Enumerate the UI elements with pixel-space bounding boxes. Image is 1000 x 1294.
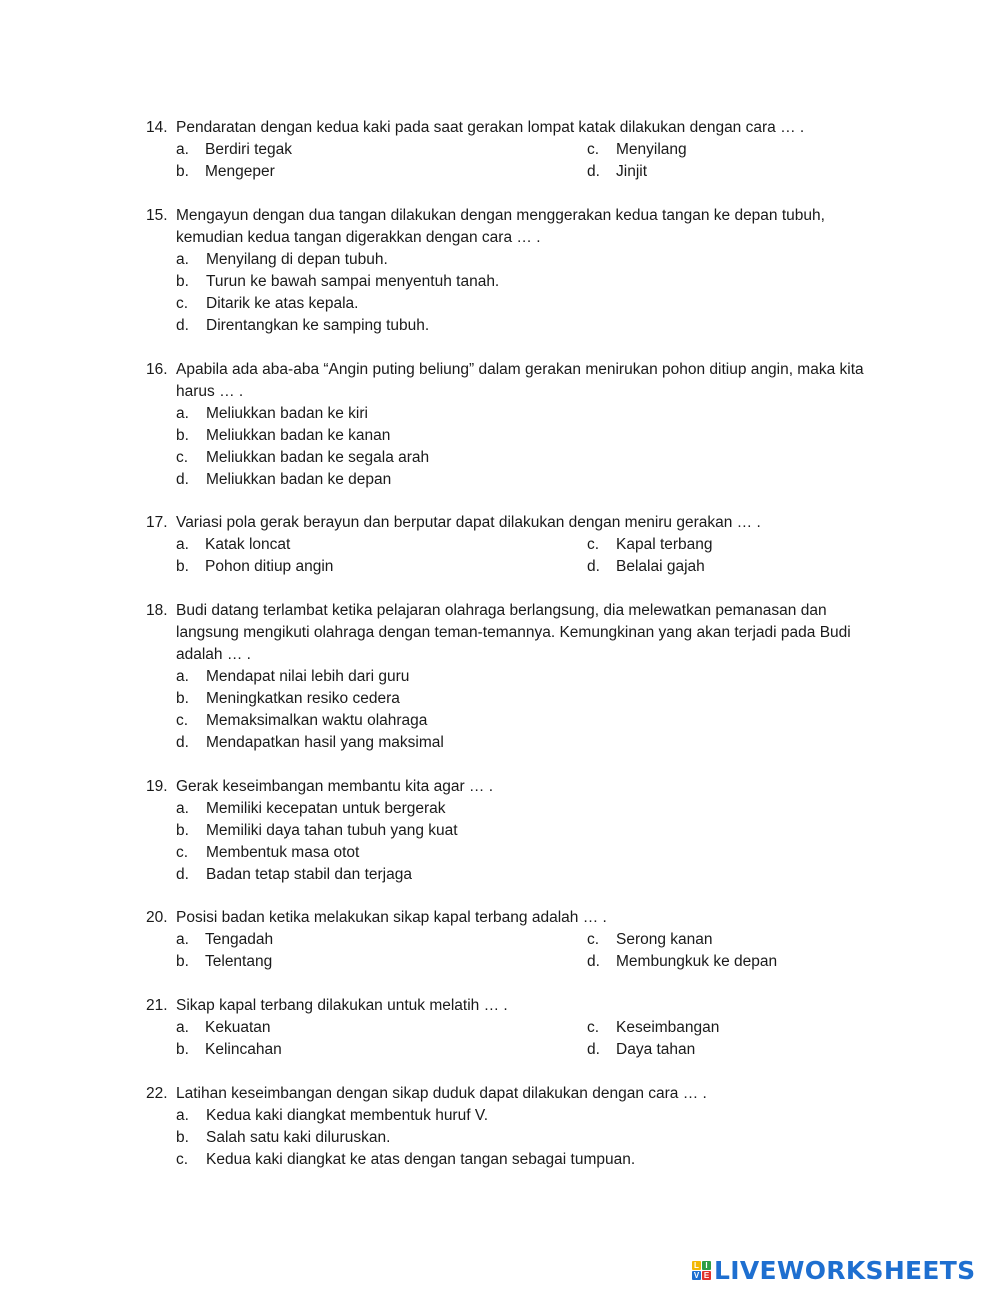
question-22 [146, 1083, 886, 1171]
option-d[interactable]: d. Membungkuk ke depan [587, 953, 778, 970]
option-d[interactable]: d. Badan tetap stabil dan terjaga [176, 866, 412, 883]
question-text: Gerak keseimbangan membantu kita agar … . [176, 778, 494, 795]
logo-text: LIVEWORKSHEETS [714, 1255, 976, 1285]
question-17 [146, 512, 886, 578]
option-b[interactable]: b. Memiliki daya tahan tubuh yang kuat [176, 822, 458, 839]
question-15 [146, 205, 886, 337]
option-d[interactable]: d. Daya tahan [587, 1041, 696, 1058]
question-number: 21. [146, 997, 168, 1014]
option-b[interactable]: b. Pohon ditiup angin [176, 558, 334, 575]
question-21 [146, 995, 886, 1061]
answer-options [176, 534, 886, 578]
option-a[interactable]: a. Meliukkan badan ke kiri [176, 405, 368, 422]
question-text: Variasi pola gerak berayun dan berputar dapat dilakukan dengan meniru gerakan … . [176, 514, 761, 531]
option-c[interactable]: c. Ditarik ke atas kepala. [176, 295, 359, 312]
question-number: 17. [146, 514, 168, 531]
question-text: Sikap kapal terbang dilakukan untuk melatih … . [176, 997, 508, 1014]
question-14 [146, 117, 886, 183]
option-c[interactable]: c. Keseimbangan [587, 1019, 720, 1036]
option-a[interactable]: a. Kedua kaki diangkat membentuk huruf V. [176, 1107, 489, 1124]
question-16 [146, 359, 886, 491]
option-d[interactable]: d. Belalai gajah [587, 558, 705, 575]
question-text: Posisi badan ketika melakukan sikap kapal terbang adalah … . [176, 909, 607, 926]
answer-options [176, 1017, 886, 1061]
question-text: Apabila ada aba-aba “Angin puting beliung” dalam gerakan menirukan pohon ditiup angin, maka kita harus … . [176, 361, 864, 400]
question-text: Pendaratan dengan kedua kaki pada saat gerakan lompat katak dilakukan dengan cara … . [176, 119, 805, 136]
question-text: Budi datang terlambat ketika pelajaran olahraga berlangsung, dia melewatkan pemanasan dan langsung mengikuti olahraga dengan teman-temannya. Kemungkinan yang akan terjadi pada Budi adalah … . [176, 602, 851, 663]
question-number: 18. [146, 602, 168, 619]
question-20 [146, 907, 886, 973]
option-c[interactable]: c. Menyilang [587, 141, 687, 158]
option-c[interactable]: c. Memaksimalkan waktu olahraga [176, 712, 428, 729]
question-number: 14. [146, 119, 168, 136]
option-a[interactable]: a. Kekuatan [176, 1019, 271, 1036]
option-c[interactable]: c. Kedua kaki diangkat ke atas dengan tangan sebagai tumpuan. [176, 1151, 636, 1168]
option-a[interactable]: a. Menyilang di depan tubuh. [176, 251, 388, 268]
option-c[interactable]: c. Kapal terbang [587, 536, 713, 553]
question-number: 15. [146, 207, 168, 224]
option-b[interactable]: b. Telentang [176, 953, 273, 970]
option-b[interactable]: b. Meningkatkan resiko cedera [176, 690, 400, 707]
option-c[interactable]: c. Serong kanan [587, 931, 713, 948]
answer-options [176, 139, 886, 183]
option-b[interactable]: b. Meliukkan badan ke kanan [176, 427, 391, 444]
question-text: Mengayun dengan dua tangan dilakukan dengan menggerakan kedua tangan ke depan tubuh, kemudian kedua tangan digerakkan dengan cara … . [176, 207, 825, 246]
answer-options [176, 929, 886, 973]
answer-options [176, 666, 886, 754]
answer-options [176, 249, 886, 337]
liveworksheets-logo[interactable] [692, 1254, 975, 1286]
option-a[interactable]: a. Berdiri tegak [176, 141, 293, 158]
option-b[interactable]: b. Salah satu kaki diluruskan. [176, 1129, 391, 1146]
option-b[interactable]: b. Kelincahan [176, 1041, 282, 1058]
option-d[interactable]: d. Mendapatkan hasil yang maksimal [176, 734, 444, 751]
question-number: 19. [146, 778, 168, 795]
question-number: 16. [146, 361, 168, 378]
option-c[interactable]: c. Meliukkan badan ke segala arah [176, 449, 430, 466]
live-icon: L I V E [693, 1260, 710, 1280]
option-b[interactable]: b. Mengeper [176, 163, 275, 180]
answer-options [176, 403, 886, 491]
answer-options [176, 1105, 886, 1171]
option-c[interactable]: c. Membentuk masa otot [176, 844, 360, 861]
option-d[interactable]: d. Direntangkan ke samping tubuh. [176, 317, 430, 334]
answer-options [176, 798, 886, 886]
option-d[interactable]: d. Meliukkan badan ke depan [176, 471, 392, 488]
option-a[interactable]: a. Katak loncat [176, 536, 291, 553]
question-number: 22. [146, 1085, 168, 1102]
option-b[interactable]: b. Turun ke bawah sampai menyentuh tanah. [176, 273, 500, 290]
question-text: Latihan keseimbangan dengan sikap duduk dapat dilakukan dengan cara … . [176, 1085, 707, 1102]
question-number: 20. [146, 909, 168, 926]
question-18 [146, 600, 886, 754]
option-a[interactable]: a. Tengadah [176, 931, 274, 948]
option-d[interactable]: d. Jinjit [587, 163, 648, 180]
option-a[interactable]: a. Mendapat nilai lebih dari guru [176, 668, 410, 685]
option-a[interactable]: a. Memiliki kecepatan untuk bergerak [176, 800, 446, 817]
question-19 [146, 776, 886, 886]
